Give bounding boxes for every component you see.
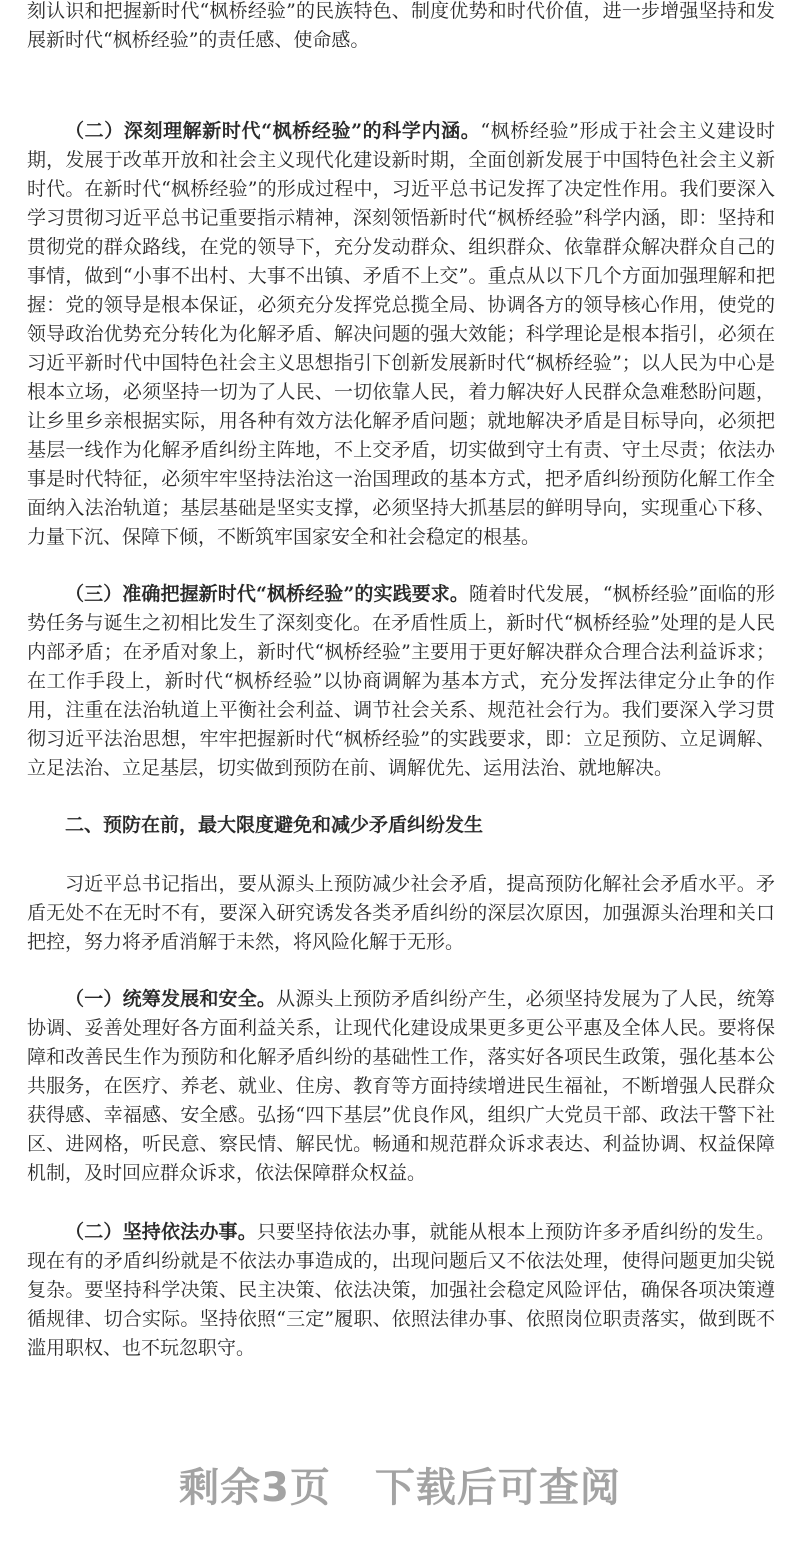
- section1-part3-paragraph: [27, 580, 775, 783]
- section1-part2-title: （二）深刻理解新时代“枫桥经验”的科学内涵。: [65, 120, 481, 142]
- intro-paragraph-tail: 刻认识和把握新时代“枫桥经验”的民族特色、制度优势和时代价值，进一步增强坚持和发展新时代“枫桥经验”的责任感、使命感。: [27, 0, 775, 51]
- section2-lead-paragraph: 习近平总书记指出，要从源头上预防减少社会矛盾，提高预防化解社会矛盾水平。矛盾无处不在无时不有，要深入研究诱发各类矛盾纠纷的深层次原因，加强源头治理和关口把控，努力将矛盾消解于未然，将风险化解于无形。: [27, 873, 775, 953]
- remaining-pages-label: 剩余3页: [179, 1465, 331, 1511]
- section2-part2-body: 只要坚持依法办事，就能从根本上预防许多矛盾纠纷的发生。现在有的矛盾纠纷就是不依法办事造成的，出现问题后又不依法处理，使得问题更加尖锐复杂。要坚持科学决策、民主决策、依法决策，加强社会稳定风险评估，确保各项决策遵循规律、切合实际。坚持依照“三定”履职、依照法律办事、依照岗位职责落实，做到既不滥用职权、也不玩忽职守。: [27, 1221, 775, 1359]
- section2-part1-body: 从源头上预防矛盾纠纷产生，必须坚持发展为了人民，统筹协调、妥善处理好各方面利益关系，让现代化建设成果更多更公平惠及全体人民。要将保障和改善民生作为预防和化解矛盾纠纷的基础性工作，落实好各项民生政策，强化基本公共服务，在医疗、养老、就业、住房、教育等方面持续增进民生福祉，不断增强人民群众获得感、幸福感、安全感。弘扬“四下基层”优良作风，组织广大党员干部、政法干警下社区、进网格，听民意、察民情、解民忧。畅通和规范群众诉求表达、利益协调、权益保障机制，及时回应群众诉求，依法保障群众权益。: [27, 988, 775, 1184]
- section1-part3-title: （三）准确把握新时代“枫桥经验”的实践要求。: [65, 583, 470, 605]
- section2-part2-paragraph: [27, 1218, 775, 1363]
- section2-part1-paragraph: [27, 985, 775, 1188]
- section1-part2-body: “枫桥经验”形成于社会主义建设时期，发展于改革开放和社会主义现代化建设新时期，全面创新发展于中国特色社会主义新时代。在新时代“枫桥经验”的形成过程中，习近平总书记发挥了决定性作用。我们要深入学习贯彻习近平总书记重要指示精神，深刻领悟新时代“枫桥经验”科学内涵，即：坚持和贯彻党的群众路线，在党的领导下，充分发动群众、组织群众、依靠群众解决群众自己的事情，做到“小事不出村、大事不出镇、矛盾不上交”。重点从以下几个方面加强理解和把握：党的领导是根本保证，必须充分发挥党总揽全局、协调各方的领导核心作用，使党的领导政治优势充分转化为化解矛盾、解决问题的强大效能；科学理论是根本指引，必须在习近平新时代中国特色社会主义思想指引下创新发展新时代“枫桥经验”；以人民为中心是根本立场，必须坚持一切为了人民、一切依靠人民，着力解决好人民群众急难愁盼问题，让乡里乡亲根据实际，用各种有效方法化解矛盾问题；就地解决矛盾是目标导向，必须把基层一线作为化解矛盾纠纷主阵地，不上交矛盾，切实做到守土有责、守土尽责；依法办事是时代特征，必须牢牢坚持法治这一治国理政的基本方式，把矛盾纠纷预防化解工作全面纳入法治轨道；基层基础是坚实支撑，必须坚持大抓基层的鲜明导向，实现重心下移、力量下沉、保障下倾，不断筑牢国家安全和社会稳定的根基。: [27, 120, 775, 548]
- download-to-view-label[interactable]: 下载后可查阅: [374, 1465, 621, 1511]
- section1-part2-paragraph: [27, 117, 775, 552]
- section2-part2-title: （二）坚持依法办事。: [65, 1221, 257, 1243]
- section1-part3-body: 随着时代发展，“枫桥经验”面临的形势任务与诞生之初相比发生了深刻变化。在矛盾性质上，新时代“枫桥经验”处理的是人民内部矛盾；在矛盾对象上，新时代“枫桥经验”主要用于更好解决群众合理合法利益诉求；在工作手段上，新时代“枫桥经验”以协商调解为基本方式，充分发挥法律定分止争的作用，注重在法治轨道上平衡社会利益、调节社会关系、规范社会行为。我们要深入学习贯彻习近平法治思想，牢牢把握新时代“枫桥经验”的实践要求，即：立足预防、立足调解、立足法治、立足基层，切实做到预防在前、调解优先、运用法治、就地解决。: [27, 583, 776, 779]
- download-prompt[interactable]: [0, 1463, 800, 1553]
- section2-heading: 二、预防在前，最大限度避免和减少矛盾纠纷发生: [65, 814, 484, 836]
- section2-part1-title: （一）统筹发展和安全。: [65, 988, 277, 1010]
